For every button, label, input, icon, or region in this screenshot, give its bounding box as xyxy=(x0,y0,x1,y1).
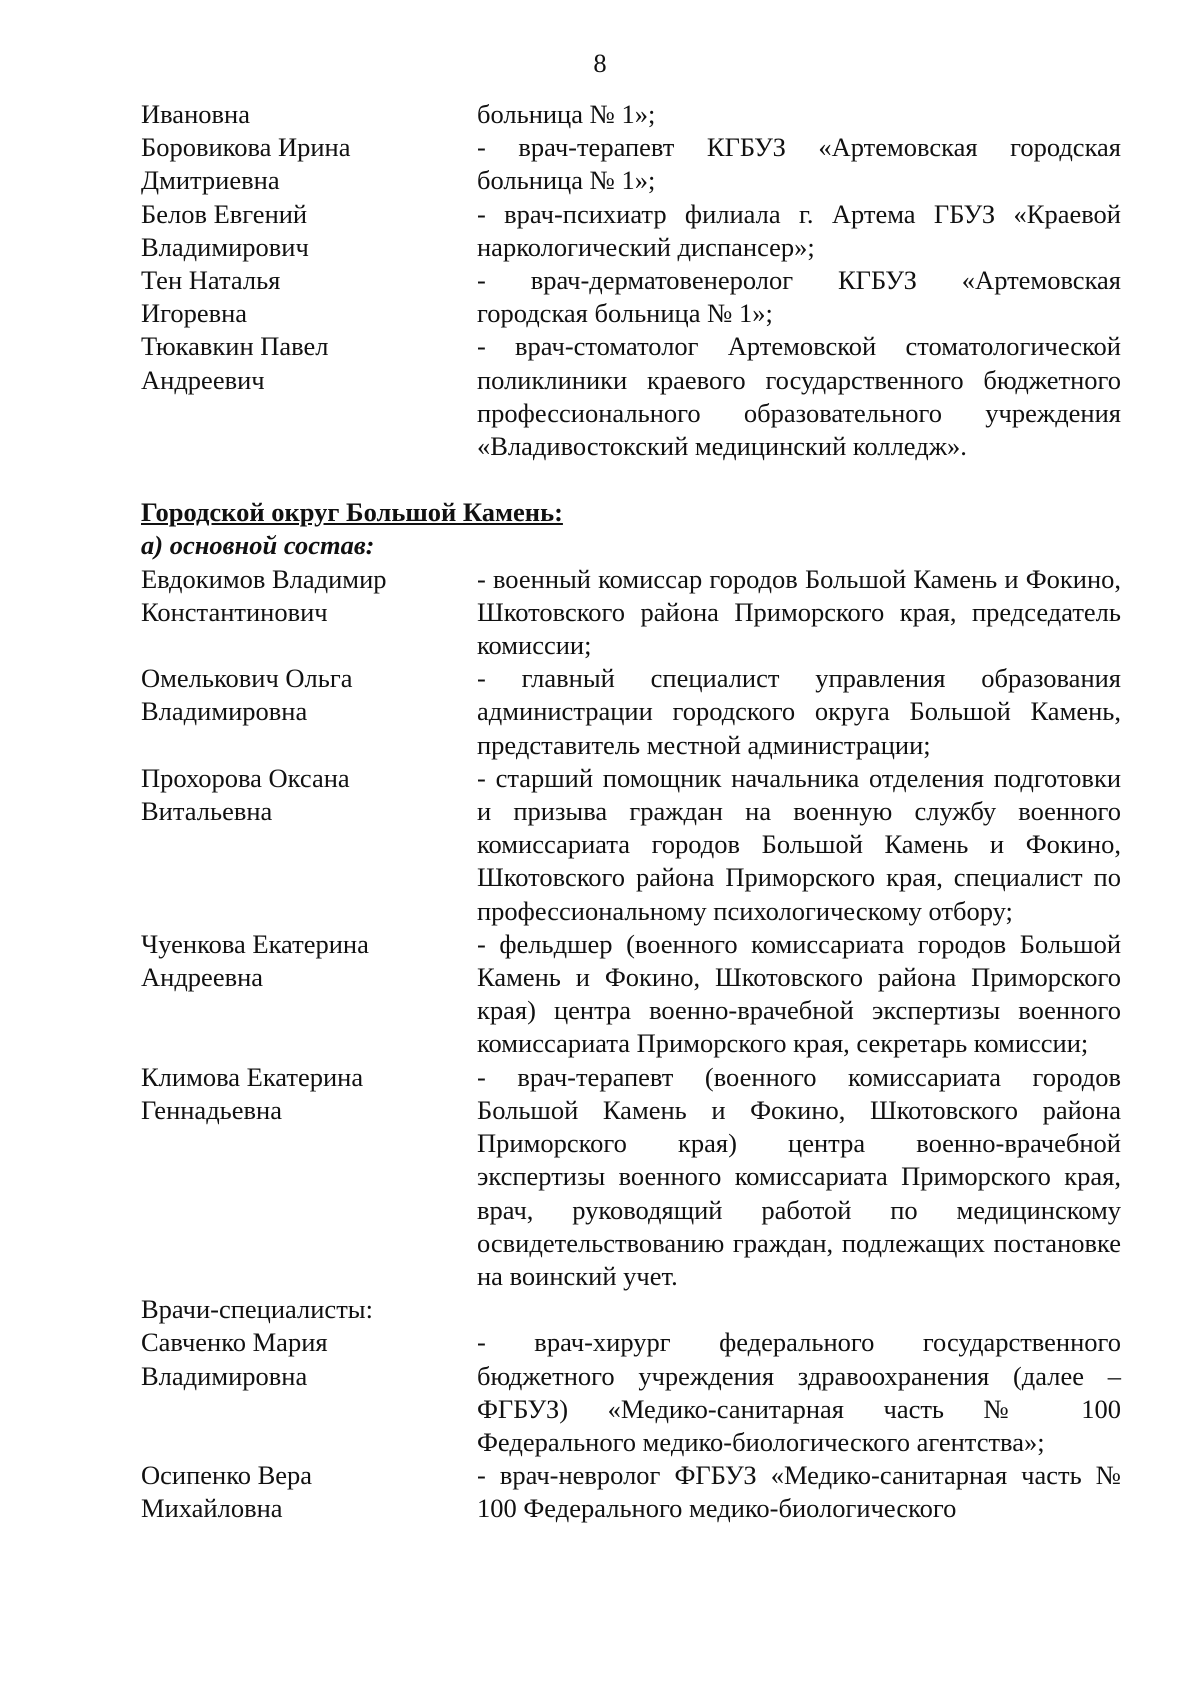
member-list-main xyxy=(141,563,1121,1293)
member-row xyxy=(141,131,1121,197)
member-row xyxy=(141,1326,1121,1459)
member-name-line: Геннадьевна xyxy=(141,1094,282,1125)
member-position: - фельдшер (военного комиссариата городов Большой Камень и Фокино, Шкотовского района Приморского края) центра военно-врачебной экспертизы военного комиссариата Приморского края, секретарь комиссии; xyxy=(477,928,1121,1059)
member-name-line: Омелькович Ольга xyxy=(141,663,353,694)
page-number: 8 xyxy=(593,48,607,78)
member-name xyxy=(141,198,477,264)
member-list-specialists xyxy=(141,1326,1121,1525)
member-name-line: Тен Наталья xyxy=(141,265,281,296)
member-position: - врач-невролог ФГБУЗ «Медико-санитарная часть № 100 Федерального медико-биологического xyxy=(477,1460,1121,1524)
member-name xyxy=(141,1459,477,1525)
member-name xyxy=(141,330,477,396)
member-list-artem xyxy=(141,98,1121,463)
member-position: - врач-терапевт КГБУЗ «Артемовская городская больница № 1»; xyxy=(477,132,1121,196)
subsection-title: а) основной состав: xyxy=(141,530,375,561)
member-position: больница № 1»; xyxy=(477,99,656,129)
member-name-line: Евдокимов Владимир xyxy=(141,563,387,594)
member-row xyxy=(141,762,1121,928)
member-name xyxy=(141,98,477,131)
member-row xyxy=(141,1061,1121,1293)
member-name-line: Андреевна xyxy=(141,962,264,993)
member-row xyxy=(141,563,1121,663)
member-row xyxy=(141,98,1121,131)
member-name-line: Климова Екатерина xyxy=(141,1061,364,1092)
section-title: Городской округ Большой Камень: xyxy=(141,497,563,528)
member-position: - врач-стоматолог Артемовской стоматологической поликлиники краевого государственного бюджетного профессионального образовательного учреждения «Владивостокский медицинский колледж». xyxy=(477,331,1121,462)
member-position: - старший помощник начальника отделения подготовки и призыва граждан на военную службу военного комиссариата городов Большой Камень и Фокино, Шкотовского района Приморского края, специалист по профессиональному психологическому отбору; xyxy=(477,762,1121,926)
member-row xyxy=(141,264,1121,330)
specialists-label: Врачи-специалисты: xyxy=(141,1294,373,1325)
member-name xyxy=(141,563,477,629)
member-row xyxy=(141,928,1121,1061)
member-name-line: Боровикова Ирина xyxy=(141,132,351,163)
member-name-line: Витальевна xyxy=(141,796,273,827)
member-position: - врач-дерматовенеролог КГБУЗ «Артемовская городская больница № 1»; xyxy=(477,265,1121,329)
member-name-line: Чуенкова Екатерина xyxy=(141,928,369,959)
member-name-line: Дмитриевна xyxy=(141,165,280,196)
member-position: - врач-терапевт (военного комиссариата городов Большой Камень и Фокино, Шкотовского района Приморского края) центра военно-врачебной экспертизы военного комиссариата Приморского края, врач, руководящий работой по медицинскому освидетельствованию граждан, подлежащих постановке на воинский учет. xyxy=(477,1061,1121,1291)
member-name-line: Михайловна xyxy=(141,1493,283,1524)
member-name xyxy=(141,264,477,330)
member-name-line: Владимирович xyxy=(141,231,309,262)
member-row xyxy=(141,330,1121,463)
member-name xyxy=(141,1061,477,1127)
member-name-line: Прохорова Оксана xyxy=(141,762,350,793)
member-name xyxy=(141,662,477,728)
member-position: - врач-хирург федерального государственного бюджетного учреждения здравоохранения (далее – ФГБУЗ) «Медико-санитарная часть № 100 Федерального медико-биологического агентства»; xyxy=(477,1327,1121,1457)
member-name xyxy=(141,762,477,828)
member-name-line: Константинович xyxy=(141,596,328,627)
member-name-line: Ивановна xyxy=(141,99,250,129)
member-position: - военный комиссар городов Большой Камень и Фокино, Шкотовского района Приморского края, председатель комиссии; xyxy=(477,563,1121,661)
member-name-line: Осипенко Вера xyxy=(141,1460,313,1491)
member-row xyxy=(141,1459,1121,1525)
member-name xyxy=(141,928,477,994)
member-name-line: Игоревна xyxy=(141,298,248,329)
member-row xyxy=(141,662,1121,762)
member-name-line: Владимировна xyxy=(141,696,308,727)
member-position: - врач-психиатр филиала г. Артема ГБУЗ «Краевой наркологический диспансер»; xyxy=(477,198,1121,262)
member-position: - главный специалист управления образования администрации городского округа Большой Камень, представитель местной администрации; xyxy=(477,663,1121,760)
member-name-line: Андреевич xyxy=(141,364,265,395)
member-name-line: Тюкавкин Павел xyxy=(141,331,329,362)
member-name-line: Белов Евгений xyxy=(141,198,308,229)
member-name-line: Владимировна xyxy=(141,1360,308,1391)
document-body xyxy=(141,98,1121,1526)
member-row xyxy=(141,198,1121,264)
member-name xyxy=(141,131,477,197)
member-name xyxy=(141,1326,477,1392)
member-name-line: Савченко Мария xyxy=(141,1327,328,1358)
